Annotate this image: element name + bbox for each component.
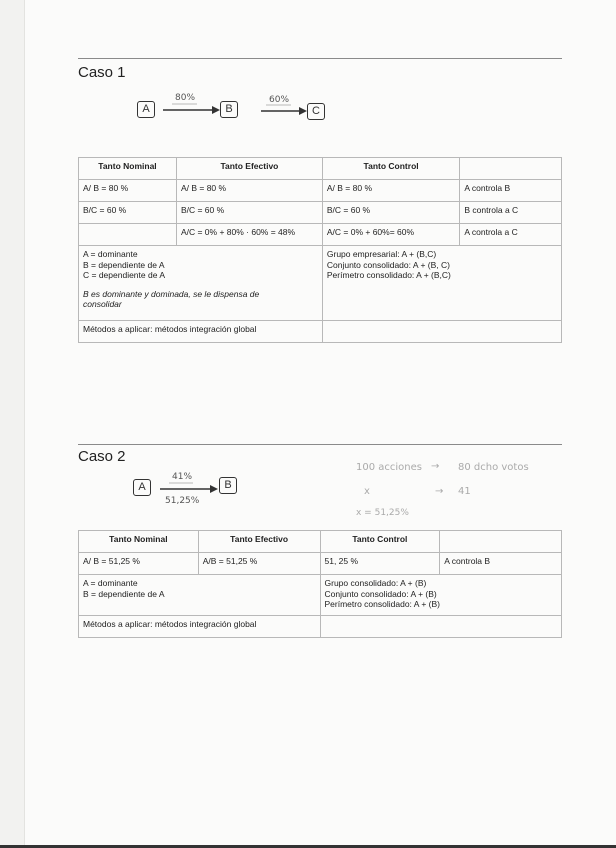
italic-note: B es dominante y dominada, se le dispensa de consolidar [83, 288, 260, 309]
cell: A/B = 51,25 % [198, 553, 320, 575]
entity-b-box: B [220, 101, 238, 118]
arrow1-percent: 80% [175, 93, 196, 103]
note-line: Grupo empresarial: A + (B,C) [326, 249, 437, 259]
header-efectivo: Tanto Efectivo [198, 531, 320, 553]
caso2-title: Caso 2 [78, 448, 126, 465]
entity-a-box: A [137, 101, 155, 118]
header-nominal: Tanto Nominal [79, 158, 177, 180]
cell: A/C = 0% + 80% · 60% = 48% [176, 224, 322, 246]
calc-line2-left: x [364, 486, 370, 497]
entity-b-box: B [219, 477, 237, 494]
calc-line3: x = 51,25% [356, 508, 409, 518]
header-control: Tanto Control [320, 531, 440, 553]
caso1-title: Caso 1 [78, 64, 126, 81]
calc-line1-right: 80 dcho votos [458, 462, 529, 473]
cell: A controla B [460, 180, 562, 202]
methods-cell: Métodos a aplicar: métodos integración global [79, 616, 321, 638]
entity-a-box: A [133, 479, 151, 496]
calc-line1-left: 100 acciones [356, 462, 422, 473]
calc-line2-right: 41 [458, 486, 471, 497]
entity-c-box: C [307, 103, 325, 120]
table-header-row [79, 531, 562, 553]
note-line: B = dependiente de A [83, 588, 165, 599]
caso2-table [78, 530, 562, 638]
note-line: Grupo consolidado: A + (B) [324, 578, 427, 588]
header-empty [440, 531, 562, 553]
header-control: Tanto Control [322, 158, 459, 180]
header-efectivo: Tanto Efectivo [176, 158, 322, 180]
cell: A/ B = 51,25 % [79, 553, 199, 575]
note-line: Perímetro consolidado: A + (B) [324, 599, 441, 609]
cell: A/ B = 80 % [176, 180, 322, 202]
note-line: Conjunto consolidado: A + (B, C) [326, 259, 450, 270]
calc-arrow-1: → [431, 461, 440, 472]
cell: A/ B = 80 % [79, 180, 177, 202]
note-line: A = dominante [83, 249, 138, 259]
arrow-a-b-head [210, 485, 218, 493]
note-line: A = dominante [83, 578, 138, 588]
cell: A/ B = 80 % [322, 180, 459, 202]
methods-cell: Métodos a aplicar: métodos integración global [79, 321, 323, 343]
note-line: Perímetro consolidado: A + (B,C) [326, 270, 451, 280]
calc-arrow-2: → [435, 486, 444, 497]
note-line: C = dependiente de A [83, 270, 165, 280]
left-notes-cell [79, 575, 321, 616]
cell: B/C = 60 % [322, 202, 459, 224]
note-line: B = dependiente de A [83, 259, 165, 270]
cell: B/C = 60 % [176, 202, 322, 224]
table-row [79, 553, 562, 575]
cell: B controla a C [460, 202, 562, 224]
cell: B/C = 60 % [79, 202, 177, 224]
methods-row [79, 616, 562, 638]
cell: A controla a C [460, 224, 562, 246]
cell: A controla B [440, 553, 562, 575]
arrow-bottom-percent: 51,25% [165, 496, 200, 506]
header-nominal: Tanto Nominal [79, 531, 199, 553]
arrow2-percent: 60% [269, 95, 290, 105]
methods-empty-cell [320, 616, 562, 638]
cell: 51, 25 % [320, 553, 440, 575]
notes-row [79, 575, 562, 616]
cell: A/C = 0% + 60%= 60% [322, 224, 459, 246]
right-notes-cell [320, 575, 562, 616]
arrow-top-percent: 41% [172, 472, 193, 482]
note-line: Conjunto consolidado: A + (B) [324, 588, 437, 599]
